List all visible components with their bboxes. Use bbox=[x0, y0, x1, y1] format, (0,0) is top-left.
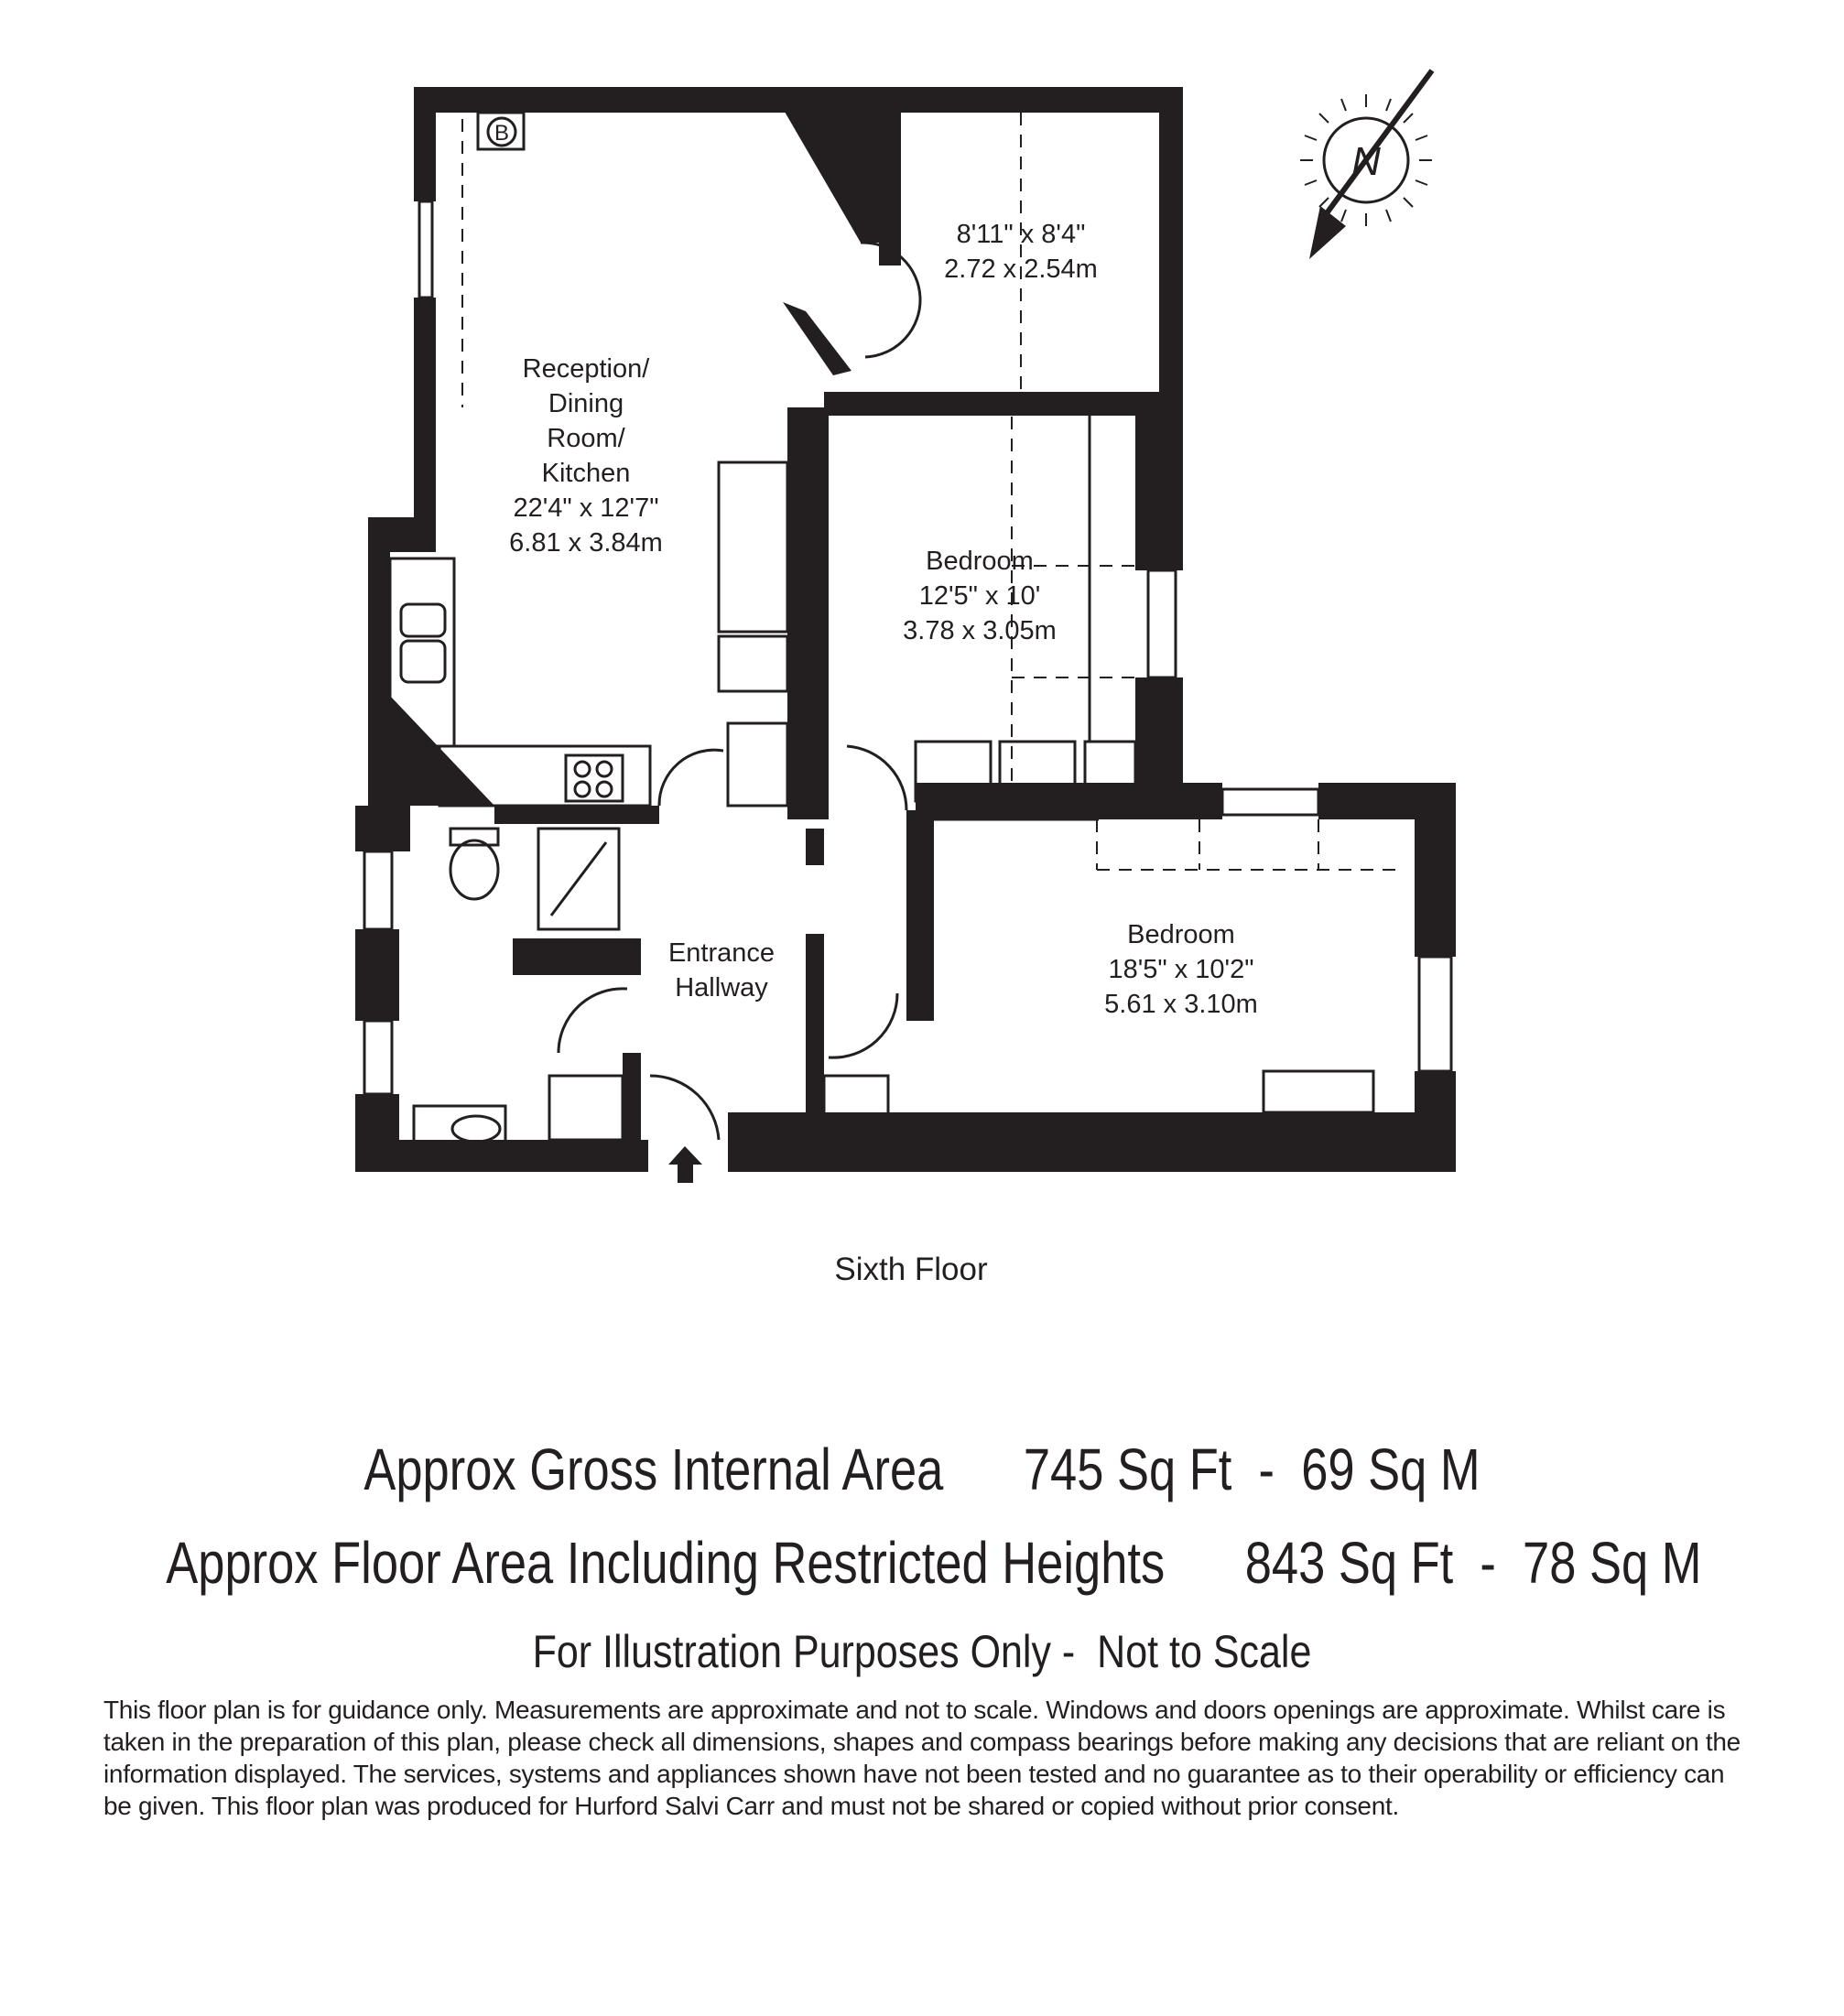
wall-bed2-right-a bbox=[1415, 783, 1456, 957]
wall-bed1-right-a bbox=[1135, 392, 1183, 570]
shower-diag bbox=[551, 842, 606, 916]
hob bbox=[566, 755, 623, 801]
wall-left-upper bbox=[414, 87, 436, 201]
window-reception-left bbox=[419, 201, 432, 298]
sink-bowl-2 bbox=[401, 641, 445, 682]
window-bath-2 bbox=[364, 1021, 392, 1094]
window-bed1 bbox=[1148, 570, 1176, 677]
wall-bath-left-top bbox=[355, 806, 410, 851]
wall-small-room-left bbox=[879, 101, 901, 266]
wall-bath-right bbox=[623, 1053, 641, 1144]
wc-bowl bbox=[450, 840, 498, 899]
window-bath-1 bbox=[364, 851, 392, 929]
small-room-dims: 8'11" x 8'4" bbox=[956, 220, 1086, 249]
window-bed2-right bbox=[1419, 957, 1451, 1071]
wall-bed1-bottom bbox=[916, 797, 1135, 815]
wall-kitchen-left bbox=[368, 517, 390, 810]
restricted-height-area: Approx Floor Area Including Restricted Heights 843 Sq Ft - 78 Sq M bbox=[166, 1530, 1702, 1596]
bedroom-1-metric: 3.78 x 3.05m bbox=[903, 616, 1057, 645]
reception-line-1: Reception/ bbox=[522, 354, 650, 384]
reception-metric: 6.81 x 3.84m bbox=[509, 528, 663, 558]
storage-hall-2 bbox=[719, 636, 787, 691]
small-room-metric: 2.72 x 2.54m bbox=[944, 255, 1098, 284]
bedroom-1-dims: 12'5" x 10' bbox=[918, 581, 1041, 611]
wall-angled-doorway bbox=[783, 302, 851, 375]
door-arc-hall-bed2 bbox=[829, 993, 897, 1057]
storage-hall-1 bbox=[719, 462, 787, 632]
door-arc-hall-bath bbox=[559, 989, 627, 1053]
wc-cistern bbox=[450, 829, 498, 845]
hallway-line-2: Hallway bbox=[675, 973, 768, 1003]
wall-small-room-right bbox=[1159, 87, 1183, 417]
room-bedroom-2 bbox=[1104, 920, 1258, 1019]
boiler-label: B bbox=[494, 121, 510, 146]
door-arc-hall-bed1 bbox=[847, 746, 906, 810]
cupboard-bath bbox=[549, 1076, 623, 1140]
window-bed2-top bbox=[1222, 789, 1318, 815]
wardrobe-bed2 bbox=[1264, 1071, 1373, 1112]
wall-hall-partition bbox=[513, 938, 641, 975]
wall-central-a bbox=[787, 407, 829, 819]
hob-ring-4 bbox=[597, 782, 612, 797]
bedroom-2-metric: 5.61 x 3.10m bbox=[1104, 990, 1258, 1019]
wall-hall-right bbox=[906, 810, 934, 1021]
room-bedroom-1 bbox=[903, 547, 1057, 645]
wall-small-room-bottom bbox=[824, 392, 1183, 416]
reception-line-4: Kitchen bbox=[541, 459, 631, 488]
hob-ring-2 bbox=[597, 762, 612, 776]
bath-basin bbox=[452, 1116, 500, 1142]
entrance-arrow-icon bbox=[668, 1146, 702, 1183]
sink-bowl-1 bbox=[401, 604, 445, 636]
wall-central-c bbox=[806, 934, 824, 1163]
bedroom-2-dims: 18'5" x 10'2" bbox=[1108, 955, 1254, 984]
wall-bath-left-b bbox=[355, 1094, 399, 1172]
wall-bath-left-a bbox=[355, 929, 399, 1021]
wall-bottom-bed2 bbox=[728, 1112, 1456, 1172]
compass-letter: N bbox=[1351, 139, 1381, 184]
hob-ring-3 bbox=[575, 782, 590, 797]
hob-ring-1 bbox=[575, 762, 590, 776]
room-hallway bbox=[668, 938, 775, 1003]
disclaimer: This floor plan is for guidance only. Measurements are approximate and not to scale. Windows and doors openings are approximate. Whilst care is taken in the preparation of this plan, please check all dimensions, shapes and compass bearings before making any decisions that are reliant on the information displayed. The services, systems and appliances shown have not been tested and no guarantee as to their operability or efficiency can be given. This floor plan was produced for Hurford Salvi Carr and must not be shared or copied without prior consent. bbox=[103, 1696, 1741, 1820]
bedroom-2-name: Bedroom bbox=[1127, 920, 1235, 949]
compass-icon bbox=[1300, 70, 1432, 259]
reception-dims: 22'4" x 12'7" bbox=[513, 493, 659, 523]
floor-name: Sixth Floor bbox=[834, 1252, 988, 1287]
door-arc-entrance bbox=[650, 1076, 719, 1140]
illustration-note: For Illustration Purposes Only - Not to Scale bbox=[532, 1626, 1312, 1677]
door-arc-hall-kitchen bbox=[659, 750, 723, 806]
wall-kitchen-bottom bbox=[494, 806, 659, 824]
storage-hall-3 bbox=[728, 723, 787, 806]
reception-line-3: Room/ bbox=[547, 424, 625, 453]
gross-internal-area: Approx Gross Internal Area 745 Sq Ft - 69 Sq M bbox=[363, 1436, 1481, 1502]
reception-line-2: Dining bbox=[548, 389, 624, 418]
wall-kitchen-corner bbox=[390, 696, 494, 806]
bedroom-1-name: Bedroom bbox=[926, 547, 1034, 576]
hallway-line-1: Entrance bbox=[667, 938, 776, 968]
room-reception bbox=[509, 354, 663, 558]
wall-central-b bbox=[806, 829, 824, 865]
wall-diagonal-corner bbox=[778, 101, 884, 243]
